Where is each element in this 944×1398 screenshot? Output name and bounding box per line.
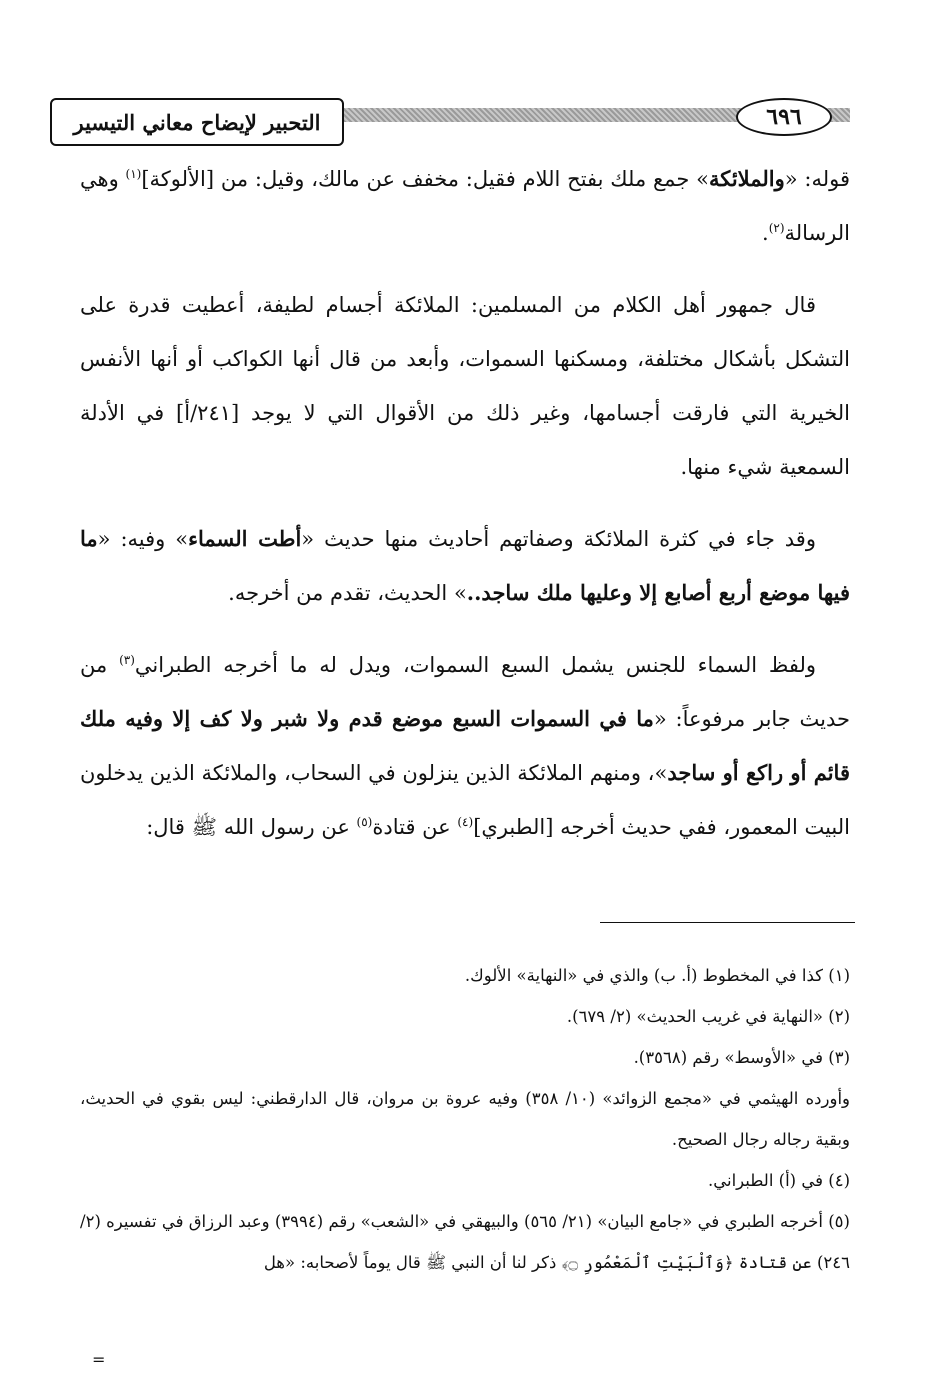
footnote-ref-5: (٥) (356, 815, 373, 829)
footnotes (80, 955, 850, 1283)
continuation-mark: = (92, 1350, 106, 1369)
p4-text-d: »، ومنهم الملائكة الذين ينزلون في السحاب، والملائكة الذين يدخلون البيت المعمور، ففي حديث أخرجه [الطبري] (80, 761, 850, 839)
footnote-5: (٥) أخرجه الطبري في «جامع البيان» (٢١/ ٥٦٥) والبيهقي في «الشعب» رقم (٣٩٩٤) وعبد الرزاق في تفسيره (٢/ ٢٤٦) عن قتادة ﴿وَٱلْبَيْتِ ٱلْمَعْمُورِ ۝﴾ ذكر لنا أن النبي ﷺ قال يوماً لأصحابه: «هل (80, 1212, 850, 1272)
book-title: التحبير لإيضاح معاني التيسير (50, 98, 344, 146)
p3-text-c: » وفيه: « (97, 527, 189, 551)
p4-bold-hadith-text: ما في السموات السبع موضع قدم ولا شبر ولا كف إلا وفيه ملك قائم أو راكع أو ساجد (80, 706, 850, 785)
page-number: ٦٩٦ (736, 98, 832, 136)
paragraph-4 (80, 638, 850, 854)
main-text (80, 152, 850, 854)
footnote-separator (600, 922, 855, 923)
footnote-3-continued: وأورده الهيثمي في «مجمع الزوائد» (١٠/ ٣٥٨) وفيه عروة بن مروان، قال الدارقطني: ليس بقوي في الحديث، وبقية رجاله رجال الصحيح. (80, 1089, 850, 1149)
p1-bold-term: والملائكة (708, 166, 785, 191)
footnote-ref-2: (٢) (768, 221, 785, 235)
paragraph-3 (80, 512, 850, 620)
p4-text-f: عن رسول الله ﷺ قال: (146, 815, 357, 839)
p3-bold-hadith-text: ما فيها موضع أربع أصابع إلا وعليها ملك ساجد.. (80, 526, 850, 605)
p4-text-a: ولفظ السماء للجنس يشمل السبع السموات، ويدل له ما أخرجه الطبراني (134, 653, 816, 677)
p1-text-c: » جمع ملك بفتح اللام فقيل: مخفف عن مالك، وقيل: من [الألوكة] (141, 167, 709, 191)
p4-text-b: من حديث جابر مرفوعاً: « (80, 653, 851, 731)
paragraph-2: قال جمهور أهل الكلام من المسلمين: الملائكة أجسام لطيفة، أعطيت قدرة على التشكل بأشكال مختلفة، ومسكنها السموات، وأبعد من قال أنها الكواكب أو أنها الأنفس الخيرية التي فارقت أجسامها، وغير ذلك من الأقوال التي لا يوجد [٢٤١/أ] في الأدلة السمعية شيء منها. (80, 293, 850, 479)
p4-text-e: عن قتادة (372, 815, 458, 839)
running-header (50, 98, 850, 148)
p1-text-e: . (762, 221, 769, 245)
p3-text-e: » الحديث، تقدم من أخرجه. (228, 581, 467, 605)
footnote-ref-1: (١) (125, 167, 142, 181)
p1-text-a: قوله: « (784, 167, 850, 191)
footnote-4: (٤) في (أ) الطبراني. (708, 1171, 850, 1190)
p1-text-d: وهي الرسالة (80, 167, 850, 245)
footnote-3: (٣) في «الأوسط» رقم (٣٥٦٨). (633, 1048, 850, 1067)
footnote-2: (٢) «النهاية في غريب الحديث» (٢/ ٦٧٩). (566, 1007, 850, 1026)
p3-bold-hadith-title: أطت السماء (188, 526, 302, 551)
footnote-ref-3: (٣) (119, 653, 135, 667)
footnote-ref-4: (٤) (457, 815, 474, 829)
footnote-1: (١) كذا في المخطوط (أ. ب) والذي في «النهاية» الألوك. (464, 966, 850, 985)
p3-text-a: وقد جاء في كثرة الملائكة وصفاتهم أحاديث منها حديث « (301, 527, 816, 551)
paragraph-1 (80, 152, 850, 260)
